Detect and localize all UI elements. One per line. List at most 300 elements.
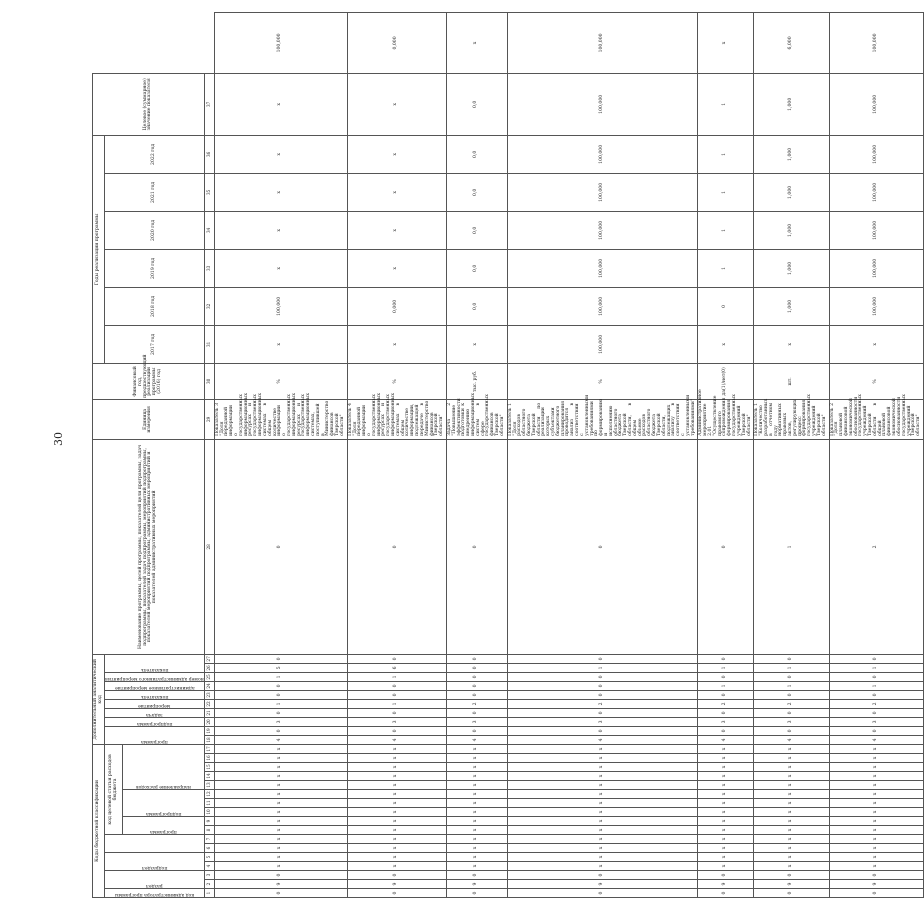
code-cell: x [698,862,754,871]
code-cell: x [507,826,698,835]
code-cell: x [347,744,446,753]
code-cell: x [507,862,698,871]
code-cell: 3 [507,717,698,726]
column-number: 6 [204,844,214,853]
value-cell-unit: % [829,363,923,399]
code-cell: 3 [446,717,507,726]
code-cell: 0 [446,663,507,672]
code-cell: x [829,772,923,781]
code-cell: x [698,772,754,781]
code-cell: 4 [829,735,923,744]
value-cell-y2017: 1,000 [754,287,829,325]
dop-zadacha-header: задача [105,708,205,717]
code-cell: x [754,744,829,753]
code-cell: 0 [214,889,347,898]
code-cell: 1 [698,681,754,690]
code-cell: 0 [507,439,698,654]
code-cell: 0 [698,690,754,699]
year-2022-header: 2022 год [105,135,205,173]
dop-podprog-header: подпрограмма [105,717,205,726]
code-cell: x [754,835,829,844]
code-cell: x [507,853,698,862]
column-number: 13 [204,781,214,790]
code-cell: 0 [507,654,698,663]
column-number: 16 [204,754,214,763]
code-cell: 4 [446,735,507,744]
value-cell-y2020: 0,0 [446,173,507,211]
years-header: Годы реализации программы [93,135,105,363]
kbk-admin-header: код администратора программы [105,889,205,898]
value-cell-y2019: 100,000 [507,211,698,249]
column-number: 24 [204,681,214,690]
code-cell: x [698,763,754,772]
code-cell: x [507,817,698,826]
dop-code-header: Дополнительный аналитический код [93,654,105,744]
code-cell: x [829,817,923,826]
code-cell: x [214,862,347,871]
code-cell: x [507,844,698,853]
column-number: 31 [204,325,214,363]
kbk-blank-header [105,835,205,853]
code-cell: 0 [754,672,829,681]
code-cell: x [214,835,347,844]
code-cell: x [214,808,347,817]
code-cell: x [347,853,446,862]
code-cell: x [829,790,923,799]
code-cell: 0 [347,889,446,898]
code-cell: x [754,853,829,862]
value-cell-y2020: x [347,173,446,211]
code-cell: x [507,808,698,817]
code-cell: x [829,826,923,835]
code-cell: 0 [347,439,446,654]
column-number: 32 [204,287,214,325]
column-number: 29 [204,399,214,439]
year-2017-header: 2017 год [105,325,205,363]
code-cell: 1 [214,672,347,681]
code-cell: x [698,817,754,826]
code-cell: 0 [214,690,347,699]
code-cell: 0 [347,708,446,717]
code-cell: x [754,844,829,853]
value-cell-y2018: 1 [698,249,754,287]
value-cell-target: 100,000 [829,13,923,74]
code-cell: 0 [507,690,698,699]
value-cell-target: 100,000 [507,13,698,74]
code-cell: x [347,835,446,844]
code-cell: x [698,844,754,853]
code-cell: 0 [698,708,754,717]
code-cell: x [754,862,829,871]
code-cell: 0 [507,889,698,898]
value-cell-fin: x [347,325,446,363]
kbk-header: Коды бюджетной классификации [93,744,105,897]
value-cell-fin: x [754,325,829,363]
value-cell-y2021: 100,000 [507,135,698,173]
code-cell: x [214,744,347,753]
table-row [446,13,507,898]
csr-podprog-header: подпрограмма [123,790,204,817]
unit-header: Единица измерения [93,399,205,439]
code-cell: 9 [214,880,347,889]
code-cell: x [698,808,754,817]
code-cell: x [214,817,347,826]
code-cell: 0 [754,708,829,717]
column-number: 10 [204,808,214,817]
code-cell: x [698,835,754,844]
code-cell: 0 [214,439,347,654]
code-cell: 4 [347,735,446,744]
code-cell: x [347,754,446,763]
code-cell: 4 [507,735,698,744]
code-cell: x [754,799,829,808]
column-number: 8 [204,826,214,835]
code-cell: x [347,799,446,808]
code-cell: 1 [829,663,923,672]
code-cell: 3 [754,717,829,726]
value-cell-unit: % [507,363,698,399]
code-cell: 9 [347,880,446,889]
kbk-csr-header: код целевой статьи расходов бюджета [105,744,123,834]
column-number: 22 [204,699,214,708]
code-cell: 3 [698,717,754,726]
value-cell-y2022: 1,000 [754,73,829,135]
code-cell: 0 [214,681,347,690]
code-cell: x [829,844,923,853]
code-cell: 0 [347,726,446,735]
dop-pokaz-header: показатель [105,690,205,699]
code-cell: x [347,790,446,799]
code-cell: x [446,744,507,753]
code-cell: 0 [829,889,923,898]
code-cell: 0 [214,726,347,735]
code-cell: x [507,772,698,781]
name-header: Наименование программы, целей программы, показателей цели программы, задач подпрограммы, показателей задач подпрограммы, мероприятий подпрограммы, показателей мероприятий подпрограммы, административных мероприятий и показателей административных мероприятий [93,439,205,654]
code-cell: x [446,826,507,835]
code-cell: x [446,844,507,853]
code-cell: 0 [698,439,754,654]
table-row [698,13,754,898]
code-cell: 0 [347,871,446,880]
code-cell: x [214,754,347,763]
value-cell-fin: x [829,325,923,363]
code-cell: 0 [446,654,507,663]
program-indicators-table [92,12,924,898]
indicator-name-cell: Задача 2 "Повышение эффективности подготовки к внедрению информационных систем в сфере государственных финансов Тверской области" [446,399,507,439]
code-cell: x [754,754,829,763]
code-cell: x [754,763,829,772]
code-cell: x [698,754,754,763]
value-cell-y2019: 0,0 [446,211,507,249]
code-cell: x [507,799,698,808]
code-cell: 0 [507,708,698,717]
column-number: 19 [204,726,214,735]
value-cell-y2020: 100,000 [829,173,923,211]
code-cell: x [507,754,698,763]
code-cell: x [829,754,923,763]
code-cell: 0 [754,726,829,735]
dop-prog-header: программа [105,726,205,744]
value-cell-y2019: x [214,211,347,249]
column-number: 36 [204,135,214,173]
value-cell-y2017: 0,0 [446,287,507,325]
code-cell: x [754,817,829,826]
code-cell: 0 [754,871,829,880]
code-cell: 0 [446,708,507,717]
code-cell: 4 [214,735,347,744]
code-cell: 1 [214,699,347,708]
code-cell: x [347,808,446,817]
indicator-name-cell: Показатель 1 "Доля расходов областного бюджета Тверской области по реализации которых субъектами бюджетного планирования проводится анализ в соответствии с установленными требованиями по формированию и исполнению областного бюджета Тверской области, в общем объеме расходов областного бюджета Тверской области, подлежащих анализу в соответствии с установленными требованиями" [507,399,698,439]
code-cell: 0 [829,654,923,663]
code-cell: 0 [446,681,507,690]
value-cell-y2019: 1 [698,211,754,249]
column-number: 14 [204,772,214,781]
column-numbers-row [204,13,214,898]
code-cell: x [214,799,347,808]
value-cell-y2017: 100,000 [214,287,347,325]
column-number: 1 [204,889,214,898]
code-cell: 2 [754,699,829,708]
code-cell: 1 [698,663,754,672]
code-cell: x [347,844,446,853]
value-cell-y2017: 100,000 [507,287,698,325]
code-cell: x [754,772,829,781]
code-cell: 0 [829,708,923,717]
column-number: 7 [204,835,214,844]
code-cell: 0 [754,654,829,663]
column-number: 26 [204,663,214,672]
code-cell: x [446,772,507,781]
code-cell: x [214,781,347,790]
csr-napr-header: направление расходов [123,744,204,789]
code-cell: 5 [214,663,347,672]
code-cell: 0 [754,889,829,898]
code-cell: x [446,835,507,844]
value-cell-y2020: x [214,173,347,211]
code-cell: 2 [507,699,698,708]
csr-prog-header: программа [123,817,204,835]
column-number: 5 [204,853,214,862]
year-2019-header: 2019 год [105,249,205,287]
indicator-name-cell: Показатель 2 "Доля плановой финансовой экономической обоснованности государственных учреждений Тверской области в общей плановой финансовой экономической обоснованности государственных учреждений Тверской области" [829,399,923,439]
value-cell-y2022: x [214,73,347,135]
code-cell: x [507,781,698,790]
value-cell-target: 0,000 [347,13,446,74]
value-cell-y2017: 0 [698,287,754,325]
code-cell: 0 [507,681,698,690]
value-cell-unit: тыс. руб. [446,363,507,399]
code-cell: 0 [698,871,754,880]
indicator-name-cell: Административное мероприятие 2.01 "Осуществление правового сопровождения формирования государственных учреждений Тверской области" [698,399,754,439]
value-cell-y2018: 100,000 [507,249,698,287]
code-cell: x [698,826,754,835]
code-cell: 0 [698,726,754,735]
value-cell-fin: 100,000 [507,325,698,363]
code-cell: x [446,790,507,799]
code-cell: 2 [829,439,923,654]
code-cell: 3 [214,717,347,726]
value-cell-y2021: 100,000 [829,135,923,173]
value-cell-fin: x [698,325,754,363]
year-2021-header: 2021 год [105,173,205,211]
value-cell-y2018: x [347,249,446,287]
table-row [754,13,829,898]
table-row [214,13,347,898]
code-cell: 0 [446,672,507,681]
code-cell: x [829,799,923,808]
kbk-razdel-header: раздел [105,871,205,889]
indicator-name-cell: Показатель 3 "Доля переданной информации о государственных информационных ресурсах и государственных информационных системах в общем количестве информации о государственных информационных ресурсах и государственных информационных системах, поступившей в Министерство финансов Тверской области" [214,399,347,439]
value-cell-target: 100,000 [214,13,347,74]
value-cell-y2020: 100,000 [507,173,698,211]
code-cell: x [347,826,446,835]
code-cell: x [507,744,698,753]
code-cell: 0 [214,871,347,880]
code-cell: x [829,853,923,862]
code-cell: x [507,763,698,772]
value-cell-y2018: 0,0 [446,249,507,287]
table-body [214,13,923,898]
code-cell: x [347,781,446,790]
code-cell: 2 [446,699,507,708]
value-cell-unit: да(1)/нет(0) [698,363,754,399]
code-cell: 0 [347,681,446,690]
code-cell: 9 [507,880,698,889]
code-cell: x [446,862,507,871]
column-number: 35 [204,173,214,211]
table-row [829,13,923,898]
code-cell: x [347,862,446,871]
code-cell: x [829,744,923,753]
value-cell-y2022: x [347,73,446,135]
code-cell: 1 [347,672,446,681]
code-cell: 0 [829,690,923,699]
code-cell: x [698,853,754,862]
code-cell: 9 [698,880,754,889]
year-2018-header: 2018 год [105,287,205,325]
code-cell: 0 [507,871,698,880]
code-cell: x [214,763,347,772]
code-cell: 2 [829,699,923,708]
code-cell: x [446,853,507,862]
value-cell-target: x [446,13,507,74]
code-cell: 0 [829,871,923,880]
column-number: 27 [204,654,214,663]
year-2020-header: 2020 год [105,211,205,249]
code-cell: x [347,817,446,826]
column-number: 37 [204,73,214,135]
code-cell: 0 [698,654,754,663]
code-cell: 6 [347,663,446,672]
code-cell: 9 [446,880,507,889]
code-cell: 1 [347,699,446,708]
code-cell: x [214,772,347,781]
code-cell: 1 [754,663,829,672]
table-row [347,13,446,898]
column-number: 11 [204,799,214,808]
value-cell-fin: x [446,325,507,363]
code-cell: 1 [754,681,829,690]
code-cell: x [446,781,507,790]
code-cell: 0 [698,889,754,898]
code-cell: 0 [507,672,698,681]
column-number: 9 [204,817,214,826]
code-cell: x [754,826,829,835]
value-cell-target: x [698,13,754,74]
value-cell-y2019: x [347,211,446,249]
dop-nomer-header: номер административного мероприятия [105,672,205,681]
code-cell: x [829,808,923,817]
code-cell: 0 [446,439,507,654]
dop-meropr-header: мероприятие [105,699,205,708]
code-cell: x [829,781,923,790]
code-cell: x [446,799,507,808]
code-cell: x [214,853,347,862]
value-cell-y2021: 1,000 [754,135,829,173]
code-cell: x [754,808,829,817]
document-table-wrapper [92,12,922,898]
column-number: 12 [204,790,214,799]
code-cell: 0 [214,654,347,663]
code-cell: 4 [698,735,754,744]
code-cell: x [446,817,507,826]
value-cell-y2021: 0,0 [446,135,507,173]
code-cell: 0 [446,871,507,880]
column-number: 33 [204,249,214,287]
code-cell: 0 [754,690,829,699]
value-cell-y2020: 1,000 [754,173,829,211]
column-number: 25 [204,672,214,681]
value-cell-unit: % [214,363,347,399]
code-cell: 9 [829,880,923,889]
code-cell: x [698,781,754,790]
code-cell: 0 [446,726,507,735]
code-cell: 0 [347,654,446,663]
column-number: 3 [204,871,214,880]
column-number: 28 [204,439,214,654]
column-number: 4 [204,862,214,871]
value-cell-fin: x [214,325,347,363]
value-cell-y2022: 100,000 [507,73,698,135]
code-cell: 0 [446,690,507,699]
code-cell: x [446,808,507,817]
code-cell: x [446,754,507,763]
code-cell: x [214,790,347,799]
indicator-name-cell: Показатель 1 "Количество разработанных в отчетном году нормативных правовых актов, регулирующих процесс формирования государственных учреждений Тверской области" [754,399,829,439]
target-header: Целевое (суммарное) значение показателя [93,73,205,135]
code-cell: 1 [754,439,829,654]
code-cell: x [698,744,754,753]
column-number: 20 [204,717,214,726]
value-cell-y2019: 100,000 [829,211,923,249]
column-number: 23 [204,690,214,699]
code-cell: 0 [214,708,347,717]
kbk-podrazdel-header: подраздел [105,853,205,871]
column-number: 2 [204,880,214,889]
table-row [507,13,698,898]
page-number: 30 [52,432,65,446]
code-cell: x [507,790,698,799]
value-cell-y2018: x [214,249,347,287]
column-number: 18 [204,735,214,744]
column-number: 21 [204,708,214,717]
value-cell-y2021: x [347,135,446,173]
code-cell: x [698,790,754,799]
code-cell: x [829,763,923,772]
code-cell: 9 [754,880,829,889]
code-cell: 0 [507,726,698,735]
